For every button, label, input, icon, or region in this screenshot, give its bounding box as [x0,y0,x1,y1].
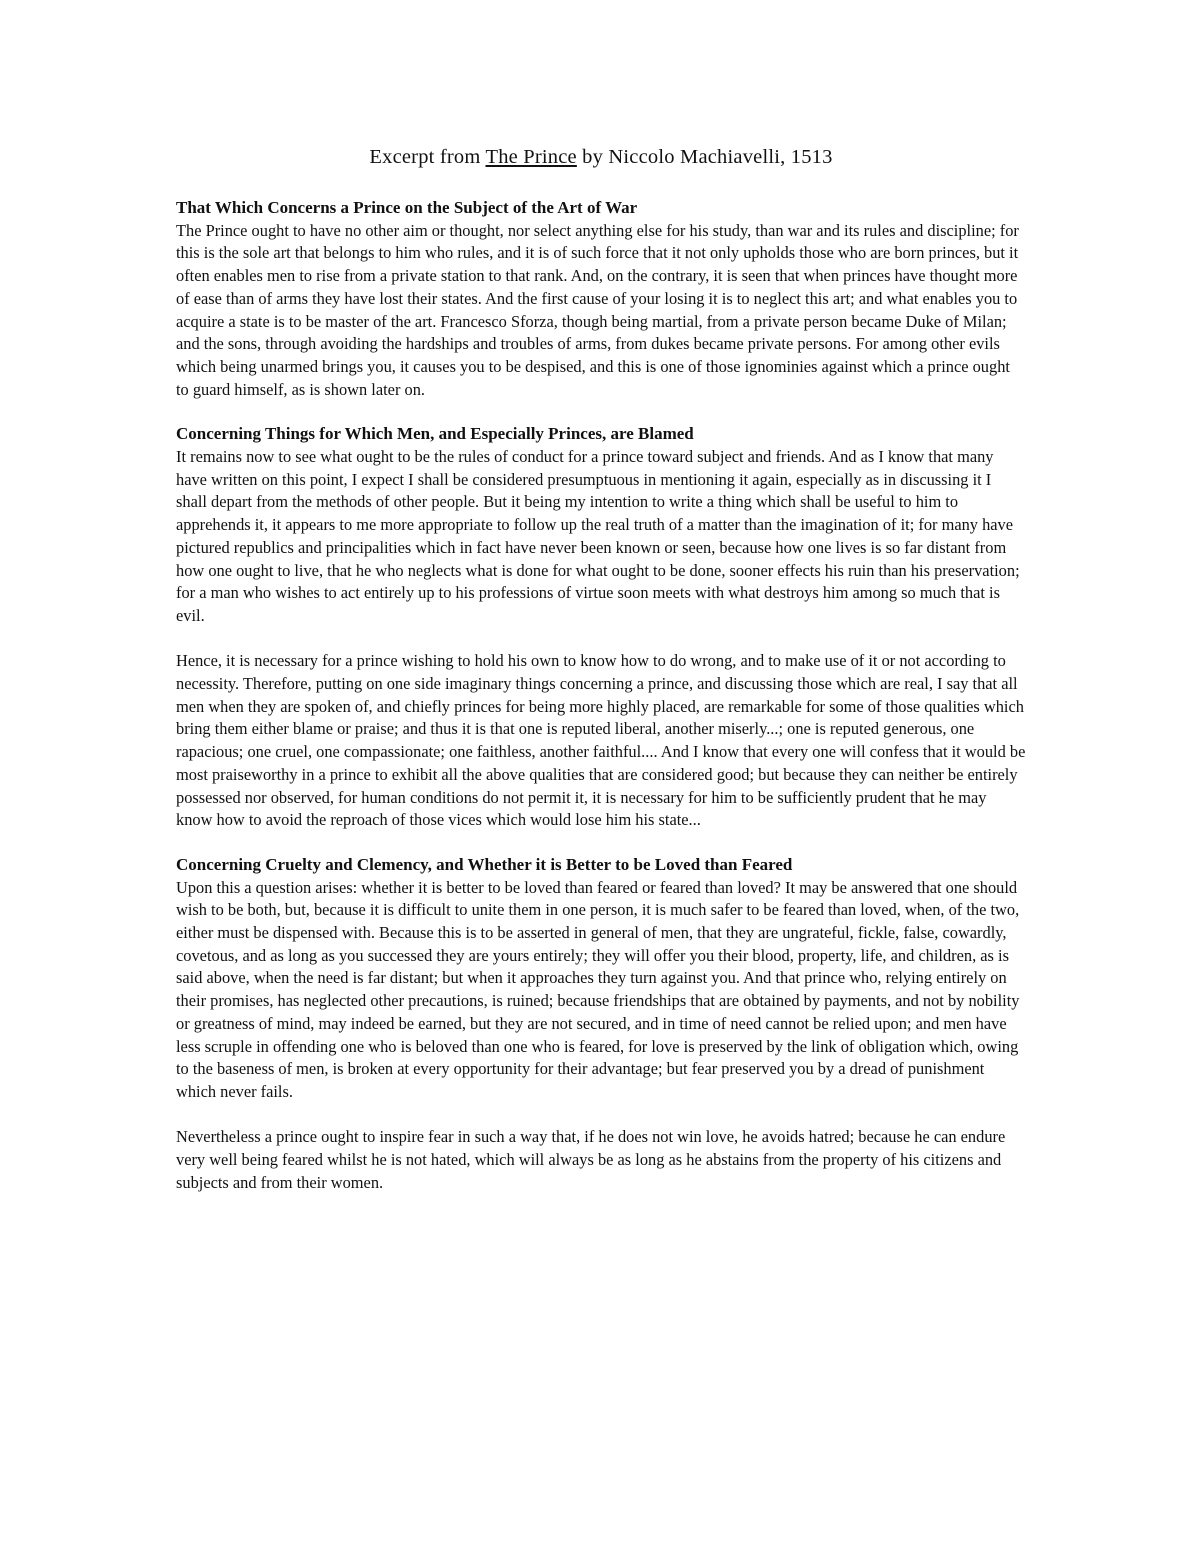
paragraph: Nevertheless a prince ought to inspire fear in such a way that, if he does not win love, he avoids hatred; because he can endure very well being feared whilst he is not hated, which will always be as long as he abstains from the property of his citizens and subjects and from their women. [176,1127,1006,1192]
paragraph: Upon this a question arises: whether it is better to be loved than feared or feared than loved? It may be answered that one should wish to be both, but, because it is difficult to unite them in one person, it is much safer to be feared than loved, when, of the two, either must be dispensed with. Because this is to be asserted in general of men, that they are ungrateful, fickle, false, cowardly, covetous, and as long as you successed they are yours entirely; they will offer you their blood, property, life, and children, as is said above, when the need is far distant; but when it approaches they turn against you. And that prince who, relying entirely on their promises, has neglected other precautions, is ruined; because friendships that are obtained by payments, and not by nobility or greatness of mind, may indeed be earned, but they are not secured, and in time of need cannot be relied upon; and men have less scruple in offending one who is beloved than one who is feared, for love is preserved by the link of obligation which, owing to the baseness of men, is broken at every opportunity for their advantage; but fear preserved you by a dread of punishment which never fails. [176,877,1020,1101]
section-heading: Concerning Things for Which Men, and Especially Princes, are Blamed [176,424,694,444]
book-title: The Prince [485,146,577,168]
section-heading: Concerning Cruelty and Clemency, and Whether it is Better to be Loved than Feared [176,854,793,874]
section-art-of-war [176,197,1026,401]
paragraph: The Prince ought to have no other aim or thought, nor select anything else for his study, than war and its rules and discipline; for this is the sole art that belongs to him who rules, and it is of such force that it not only upholds those who are born princes, but it often enables men to rise from a private station to that rank. And, on the contrary, it is seen that when princes have thought more of ease than of arms they have lost their states. And the first cause of your losing it is to neglect this art; and what enables you to acquire a state is to be master of the art. Francesco Sforza, though being martial, from a private person became Duke of Milan; and the sons, through avoiding the hardships and troubles of arms, from dukes became private persons. For among other evils which being unarmed brings you, it causes you to be despised, and this is one of those ignominies against which a prince ought to guard himself, as is shown later on. [176,220,1019,399]
paragraph: It remains now to see what ought to be the rules of conduct for a prince toward subject and friends. And as I know that many have written on this point, I expect I shall be considered presumptuous in mentioning it again, especially as in discussing it I shall depart from the methods of other people. But it being my intention to write a thing which shall be useful to him to apprehends it, it appears to me more appropriate to follow up the real truth of a matter than the imagination of it; for many have pictured republics and principalities which in fact have never been known or seen, because how one lives is so far distant from how one ought to live, that he who neglects what is done for what ought to be done, sooner effects his ruin than his preservation; for a man who wishes to act entirely up to his professions of virtue soon meets with what destroys him among so much that is evil. [176,447,1020,625]
title-suffix: by Niccolo Machiavelli, 1513 [576,146,833,168]
title-prefix: Excerpt from [369,146,486,168]
section-heading: That Which Concerns a Prince on the Subject of the Art of War [176,198,638,217]
section-things-blamed [176,423,1026,832]
paragraph: Hence, it is necessary for a prince wishing to hold his own to know how to do wrong, and to make use of it or not according to necessity. Therefore, putting on one side imaginary things concerning a prince, and discussing those which are real, I say that all men when they are spoken of, and chiefly princes for being more highly placed, are remarkable for some of those qualities which bring them either blame or praise; and thus it is that one is reputed liberal, another miserly...; one is reputed generous, one rapacious; one cruel, one compassionate; one faithless, another faithful.... And I know that every one will confess that it would be most praiseworthy in a prince to exhibit all the above qualities that are considered good; but because they can neither be entirely possessed nor observed, for human conditions do not permit it, it is necessary for him to be sufficiently prudent that he may know how to avoid the reproach of those vices which would lose him his state... [176,651,1026,830]
document-title [176,143,1026,171]
section-cruelty-clemency [176,854,1026,1195]
document-page [176,143,1026,1217]
